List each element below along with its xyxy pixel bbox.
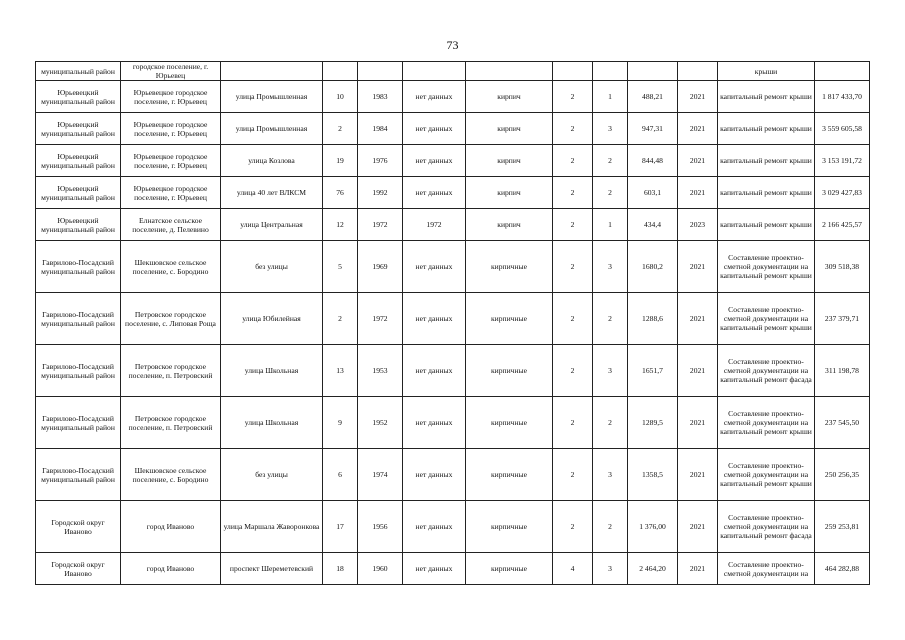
floors-cell: 2 xyxy=(553,397,593,449)
floors-cell: 2 xyxy=(553,501,593,553)
year-built-cell: 1969 xyxy=(358,241,403,293)
table-row xyxy=(36,397,870,449)
street-cell: без улицы xyxy=(221,449,323,501)
entrances-cell: 2 xyxy=(593,501,628,553)
area-cell: 1288,6 xyxy=(628,293,678,345)
work-type-cell: капитальный ремонт крыши xyxy=(718,145,815,177)
wall-material-cell: кирпич xyxy=(466,209,553,241)
year-built-cell: 1992 xyxy=(358,177,403,209)
table-row xyxy=(36,62,870,81)
street-cell: улица 40 лет ВЛКСМ xyxy=(221,177,323,209)
entrances-cell: 2 xyxy=(593,145,628,177)
district-cell: Гаврилово-Посадский муниципальный район xyxy=(36,345,121,397)
district-cell: Юрьевецкий муниципальный район xyxy=(36,177,121,209)
entrances-cell: 2 xyxy=(593,397,628,449)
work-type-cell: Составление проектно-сметной документации на капитальный ремонт крыши xyxy=(718,241,815,293)
house-number-cell: 13 xyxy=(323,345,358,397)
cost-cell: 237 545,50 xyxy=(815,397,870,449)
work-type-cell: Составление проектно-сметной документации на капитальный ремонт крыши xyxy=(718,397,815,449)
year-commissioned-cell: нет данных xyxy=(403,293,466,345)
street-cell: улица Школьная xyxy=(221,397,323,449)
cost-cell: 250 256,35 xyxy=(815,449,870,501)
cost-cell xyxy=(815,62,870,81)
house-number-cell: 5 xyxy=(323,241,358,293)
table-row xyxy=(36,241,870,293)
wall-material-cell: кирпичные xyxy=(466,553,553,585)
table-row xyxy=(36,113,870,145)
year-built-cell xyxy=(358,62,403,81)
house-number-cell: 12 xyxy=(323,209,358,241)
district-cell: Городской округ Иваново xyxy=(36,553,121,585)
district-cell: Гаврилово-Посадский муниципальный район xyxy=(36,241,121,293)
table-row xyxy=(36,177,870,209)
cost-cell: 1 817 433,70 xyxy=(815,81,870,113)
year-commissioned-cell: нет данных xyxy=(403,397,466,449)
area-cell: 947,31 xyxy=(628,113,678,145)
settlement-cell: город Иваново xyxy=(121,501,221,553)
year-commissioned-cell: 1972 xyxy=(403,209,466,241)
work-type-cell: крыши xyxy=(718,62,815,81)
table-row xyxy=(36,501,870,553)
area-cell: 1289,5 xyxy=(628,397,678,449)
floors-cell: 2 xyxy=(553,241,593,293)
year-commissioned-cell: нет данных xyxy=(403,177,466,209)
entrances-cell: 1 xyxy=(593,81,628,113)
table-body xyxy=(36,62,870,585)
table-row xyxy=(36,293,870,345)
housing-repair-table xyxy=(35,61,870,585)
plan-year-cell: 2021 xyxy=(678,113,718,145)
district-cell: Юрьевецкий муниципальный район xyxy=(36,145,121,177)
settlement-cell: Петровское городское поселение, п. Петровский xyxy=(121,397,221,449)
cost-cell: 3 153 191,72 xyxy=(815,145,870,177)
plan-year-cell: 2021 xyxy=(678,397,718,449)
year-commissioned-cell: нет данных xyxy=(403,113,466,145)
street-cell: улица Промышленная xyxy=(221,81,323,113)
district-cell: Гаврилово-Посадский муниципальный район xyxy=(36,293,121,345)
area-cell: 1 376,00 xyxy=(628,501,678,553)
floors-cell xyxy=(553,62,593,81)
area-cell: 844,48 xyxy=(628,145,678,177)
year-built-cell: 1960 xyxy=(358,553,403,585)
settlement-cell: Шекшовское сельское поселение, с. Бородино xyxy=(121,241,221,293)
settlement-cell: город Иваново xyxy=(121,553,221,585)
wall-material-cell: кирпичные xyxy=(466,397,553,449)
table-row xyxy=(36,449,870,501)
floors-cell: 2 xyxy=(553,145,593,177)
settlement-cell: Елнатское сельское поселение, д. Пелевино xyxy=(121,209,221,241)
settlement-cell: Юрьевецкое городское поселение, г. Юрьевец xyxy=(121,113,221,145)
wall-material-cell: кирпичные xyxy=(466,241,553,293)
settlement-cell: Юрьевецкое городское поселение, г. Юрьевец xyxy=(121,81,221,113)
street-cell: без улицы xyxy=(221,241,323,293)
entrances-cell: 1 xyxy=(593,209,628,241)
area-cell xyxy=(628,62,678,81)
entrances-cell: 3 xyxy=(593,113,628,145)
cost-cell: 237 379,71 xyxy=(815,293,870,345)
house-number-cell: 6 xyxy=(323,449,358,501)
house-number-cell: 10 xyxy=(323,81,358,113)
wall-material-cell: кирпичные xyxy=(466,293,553,345)
entrances-cell: 2 xyxy=(593,177,628,209)
wall-material-cell: кирпич xyxy=(466,177,553,209)
floors-cell: 2 xyxy=(553,113,593,145)
work-type-cell: капитальный ремонт крыши xyxy=(718,209,815,241)
area-cell: 1651,7 xyxy=(628,345,678,397)
street-cell: улица Центральная xyxy=(221,209,323,241)
year-built-cell: 1976 xyxy=(358,145,403,177)
plan-year-cell: 2021 xyxy=(678,241,718,293)
cost-cell: 309 518,38 xyxy=(815,241,870,293)
table-row xyxy=(36,553,870,585)
entrances-cell: 2 xyxy=(593,293,628,345)
area-cell: 488,21 xyxy=(628,81,678,113)
work-type-cell: Составление проектно-сметной документации на xyxy=(718,553,815,585)
street-cell: проспект Шереметевский xyxy=(221,553,323,585)
wall-material-cell: кирпичные xyxy=(466,345,553,397)
entrances-cell: 3 xyxy=(593,449,628,501)
floors-cell: 4 xyxy=(553,553,593,585)
year-built-cell: 1953 xyxy=(358,345,403,397)
house-number-cell: 76 xyxy=(323,177,358,209)
year-commissioned-cell: нет данных xyxy=(403,553,466,585)
work-type-cell: Составление проектно-сметной документации на капитальный ремонт фасада xyxy=(718,501,815,553)
street-cell: улица Козлова xyxy=(221,145,323,177)
house-number-cell: 2 xyxy=(323,293,358,345)
work-type-cell: капитальный ремонт крыши xyxy=(718,113,815,145)
table-row xyxy=(36,345,870,397)
area-cell: 2 464,20 xyxy=(628,553,678,585)
area-cell: 1680,2 xyxy=(628,241,678,293)
page-number: 73 xyxy=(446,38,459,52)
cost-cell: 259 253,81 xyxy=(815,501,870,553)
floors-cell: 2 xyxy=(553,345,593,397)
house-number-cell xyxy=(323,62,358,81)
work-type-cell: капитальный ремонт крыши xyxy=(718,177,815,209)
wall-material-cell xyxy=(466,62,553,81)
street-cell: улица Маршала Жаворонкова xyxy=(221,501,323,553)
settlement-cell: Петровское городское поселение, с. Липовая Роща xyxy=(121,293,221,345)
wall-material-cell: кирпичные xyxy=(466,501,553,553)
district-cell: муниципальный район xyxy=(36,62,121,81)
entrances-cell: 3 xyxy=(593,241,628,293)
floors-cell: 2 xyxy=(553,81,593,113)
cost-cell: 464 282,88 xyxy=(815,553,870,585)
year-commissioned-cell: нет данных xyxy=(403,145,466,177)
house-number-cell: 9 xyxy=(323,397,358,449)
table-row xyxy=(36,209,870,241)
district-cell: Гаврилово-Посадский муниципальный район xyxy=(36,397,121,449)
area-cell: 434,4 xyxy=(628,209,678,241)
year-commissioned-cell: нет данных xyxy=(403,345,466,397)
work-type-cell: Составление проектно-сметной документации на капитальный ремонт фасада xyxy=(718,345,815,397)
plan-year-cell: 2021 xyxy=(678,501,718,553)
wall-material-cell: кирпич xyxy=(466,145,553,177)
plan-year-cell xyxy=(678,62,718,81)
floors-cell: 2 xyxy=(553,293,593,345)
cost-cell: 3 559 605,58 xyxy=(815,113,870,145)
street-cell xyxy=(221,62,323,81)
floors-cell: 2 xyxy=(553,209,593,241)
district-cell: Юрьевецкий муниципальный район xyxy=(36,209,121,241)
table-row xyxy=(36,81,870,113)
district-cell: Юрьевецкий муниципальный район xyxy=(36,113,121,145)
settlement-cell: Петровское городское поселение, п. Петровский xyxy=(121,345,221,397)
wall-material-cell: кирпич xyxy=(466,113,553,145)
settlement-cell: Шекшовское сельское поселение, с. Бородино xyxy=(121,449,221,501)
plan-year-cell: 2023 xyxy=(678,209,718,241)
entrances-cell: 3 xyxy=(593,553,628,585)
work-type-cell: Составление проектно-сметной документации на капитальный ремонт крыши xyxy=(718,449,815,501)
wall-material-cell: кирпичные xyxy=(466,449,553,501)
entrances-cell xyxy=(593,62,628,81)
work-type-cell: Составление проектно-сметной документации на капитальный ремонт крыши xyxy=(718,293,815,345)
house-number-cell: 2 xyxy=(323,113,358,145)
floors-cell: 2 xyxy=(553,177,593,209)
year-built-cell: 1972 xyxy=(358,209,403,241)
year-commissioned-cell: нет данных xyxy=(403,81,466,113)
wall-material-cell: кирпич xyxy=(466,81,553,113)
street-cell: улица Юбилейная xyxy=(221,293,323,345)
year-commissioned-cell: нет данных xyxy=(403,501,466,553)
plan-year-cell: 2021 xyxy=(678,177,718,209)
year-built-cell: 1983 xyxy=(358,81,403,113)
house-number-cell: 17 xyxy=(323,501,358,553)
plan-year-cell: 2021 xyxy=(678,553,718,585)
plan-year-cell: 2021 xyxy=(678,345,718,397)
entrances-cell: 3 xyxy=(593,345,628,397)
year-built-cell: 1972 xyxy=(358,293,403,345)
house-number-cell: 19 xyxy=(323,145,358,177)
settlement-cell: Юрьевецкое городское поселение, г. Юрьевец xyxy=(121,145,221,177)
cost-cell: 311 198,78 xyxy=(815,345,870,397)
floors-cell: 2 xyxy=(553,449,593,501)
plan-year-cell: 2021 xyxy=(678,81,718,113)
plan-year-cell: 2021 xyxy=(678,145,718,177)
year-built-cell: 1952 xyxy=(358,397,403,449)
year-commissioned-cell: нет данных xyxy=(403,241,466,293)
street-cell: улица Промышленная xyxy=(221,113,323,145)
house-number-cell: 18 xyxy=(323,553,358,585)
year-built-cell: 1984 xyxy=(358,113,403,145)
cost-cell: 3 029 427,83 xyxy=(815,177,870,209)
year-built-cell: 1956 xyxy=(358,501,403,553)
district-cell: Гаврилово-Посадский муниципальный район xyxy=(36,449,121,501)
settlement-cell: городское поселение, г. Юрьевец xyxy=(121,62,221,81)
plan-year-cell: 2021 xyxy=(678,449,718,501)
settlement-cell: Юрьевецкое городское поселение, г. Юрьевец xyxy=(121,177,221,209)
year-commissioned-cell xyxy=(403,62,466,81)
street-cell: улица Школьная xyxy=(221,345,323,397)
work-type-cell: капитальный ремонт крыши xyxy=(718,81,815,113)
plan-year-cell: 2021 xyxy=(678,293,718,345)
district-cell: Юрьевецкий муниципальный район xyxy=(36,81,121,113)
district-cell: Городской округ Иваново xyxy=(36,501,121,553)
table-row xyxy=(36,145,870,177)
area-cell: 603,1 xyxy=(628,177,678,209)
area-cell: 1358,5 xyxy=(628,449,678,501)
year-commissioned-cell: нет данных xyxy=(403,449,466,501)
cost-cell: 2 166 425,57 xyxy=(815,209,870,241)
year-built-cell: 1974 xyxy=(358,449,403,501)
